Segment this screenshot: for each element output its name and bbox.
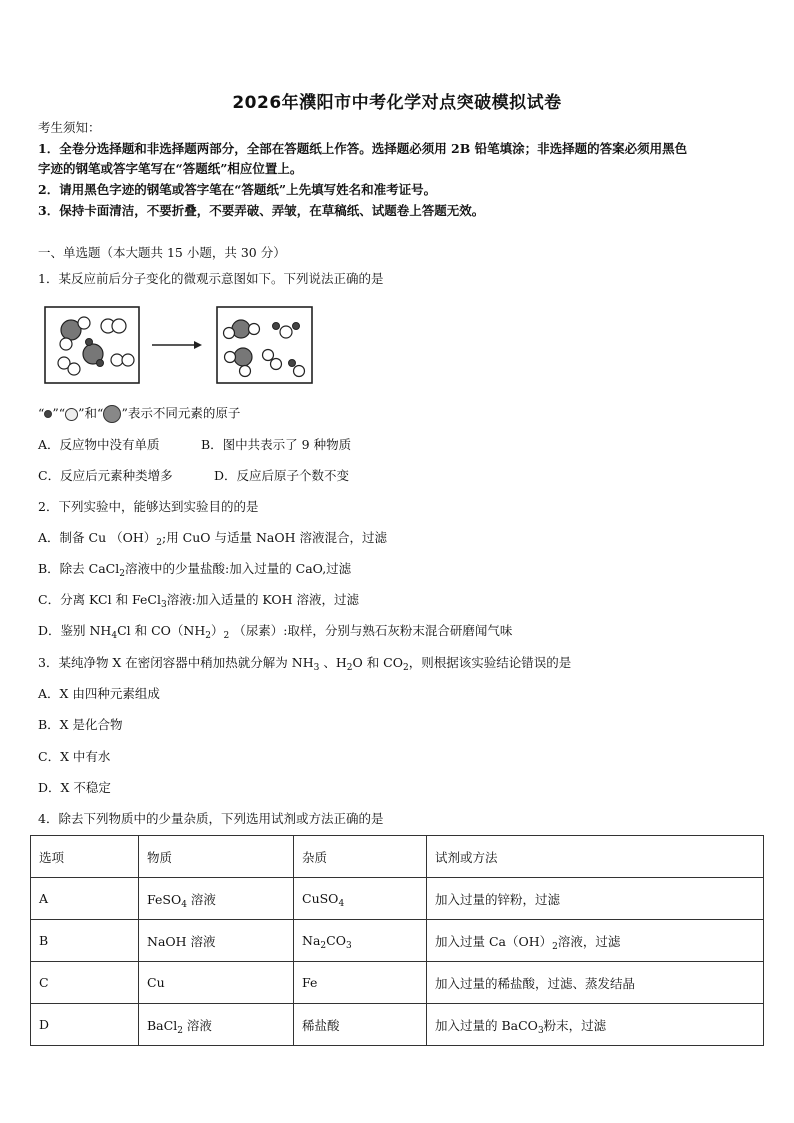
q2-stem: 2．下列实验中，能够达到实验目的的是 (38, 499, 259, 514)
cell-text: 溶液 (186, 891, 216, 907)
table-header-cell: 试剂或方法 (427, 836, 764, 878)
subscript: 2 (156, 538, 162, 548)
subscript: 4 (181, 899, 187, 910)
table-cell-option: C (31, 962, 139, 1004)
q3-option-b: B．X 是化合物 (38, 717, 123, 732)
legend-quote: ”和“ (78, 405, 104, 421)
table-row (31, 962, 764, 1004)
small-atom-icon (65, 408, 78, 421)
tiny-atom (97, 360, 104, 367)
q2-c-text: 溶液:加入适量的 KOH 溶液，过滤 (166, 592, 360, 607)
table-cell-option: B (31, 920, 139, 962)
tiny-atom (289, 360, 296, 367)
q1-stem: 1．某反应前后分子变化的微观示意图如下。下列说法正确的是 (38, 271, 384, 286)
q3-stem (38, 655, 571, 671)
q2-d-text: ） (210, 623, 224, 638)
legend-quote: ”“ (52, 405, 66, 421)
subscript: 2 (223, 631, 230, 641)
q3-option-d: D．X 不稳定 (38, 780, 111, 795)
legend-quote: “ (38, 405, 45, 421)
table-header-cell: 物质 (139, 836, 294, 878)
cell-text: 加入过量 Ca（OH） (435, 933, 553, 949)
table-cell-impurity (294, 878, 427, 920)
table-cell-method (427, 920, 764, 962)
small-atom (280, 326, 292, 338)
notice-item-1-cont: 字迹的钢笔或答字笔写在“答题纸”相应位置上。 (38, 161, 303, 176)
q2-option-d (38, 623, 512, 639)
cell-text: Na (302, 933, 321, 948)
q2-d-text: （尿素）:取样，分别与熟石灰粉末混合研磨闻气味 (229, 623, 513, 638)
subscript: 4 (111, 631, 118, 641)
q1-option-b: B．图中共表示了 9 种物质 (201, 437, 352, 452)
table-header-row (31, 836, 764, 878)
q1-option-c: C．反应后元素种类增多 (38, 468, 173, 483)
subscript: 3 (537, 1025, 544, 1036)
q2-option-a (38, 530, 387, 546)
q3-option-a: A．X 由四种元素组成 (38, 686, 160, 701)
small-atom (294, 366, 305, 377)
cell-text: BaCl (147, 1017, 178, 1033)
q3-text: O 和 CO (352, 655, 403, 670)
cell-text: 溶液 (182, 1017, 212, 1033)
table-cell-impurity: 稀盐酸 (294, 1004, 427, 1046)
table-cell-method: 加入过量的稀盐酸，过滤、蒸发结晶 (427, 962, 764, 1004)
table-header-cell: 选项 (31, 836, 139, 878)
cell-text: CO (326, 933, 346, 948)
q2-b-text: B．除去 CaCl (38, 561, 120, 576)
small-atom (240, 366, 251, 377)
small-atom (271, 359, 282, 370)
q3-text: 、H (319, 655, 347, 670)
cell-text: 溶液，过滤 (557, 933, 621, 949)
table-row (31, 1004, 764, 1046)
section-heading: 一、单选题（本大题共 15 小题，共 30 分） (38, 245, 286, 260)
cell-text: 加入过量的 BaCO (435, 1017, 538, 1033)
q3-option-c: C．X 中有水 (38, 749, 111, 764)
small-atom (68, 363, 80, 375)
small-atom (78, 317, 90, 329)
subscript: 3 (161, 600, 167, 610)
table-header-cell: 杂质 (294, 836, 427, 878)
q1-option-a: A．反应物中没有单质 (38, 437, 160, 452)
subscript: 2 (177, 1025, 183, 1036)
q2-a-text: A．制备 Cu （OH） (38, 530, 157, 545)
table-cell-substance (139, 878, 294, 920)
table-row (31, 878, 764, 920)
q3-text: ，则根据该实验结论错误的是 (408, 655, 572, 670)
tiny-atom (273, 323, 280, 330)
table-cell-impurity (294, 920, 427, 962)
table-row (31, 920, 764, 962)
subscript: 2 (552, 941, 558, 952)
large-atom (232, 320, 250, 338)
notice-header: 考生须知： (38, 120, 101, 135)
table-cell-substance: Cu (139, 962, 294, 1004)
subscript: 3 (313, 663, 320, 673)
reaction-diagram (44, 305, 314, 387)
page-title: 2026年濮阳市中考化学对点突破模拟试卷 (232, 93, 562, 113)
small-atom (263, 350, 274, 361)
table-cell-impurity: Fe (294, 962, 427, 1004)
subscript: 2 (205, 631, 211, 641)
q1-option-d: D．反应后原子个数不变 (214, 468, 350, 483)
q2-b-text: 溶液中的少量盐酸:加入过量的 CaO,过滤 (124, 561, 352, 576)
q2-option-c (38, 592, 359, 608)
small-atom (224, 328, 235, 339)
small-atom (249, 324, 260, 335)
tiny-atom (86, 339, 93, 346)
notice-item-3: 3．保持卡面清洁，不要折叠，不要弄破、弄皱，在草稿纸、试题卷上答题无效。 (38, 203, 485, 218)
table-cell-substance: NaOH 溶液 (139, 920, 294, 962)
notice-item-2: 2．请用黑色字迹的钢笔或答字笔在“答题纸”上先填写姓名和准考证号。 (38, 182, 437, 197)
cell-text: 粉末，过滤 (543, 1017, 607, 1033)
arrow-head (194, 341, 202, 349)
q4-table (30, 835, 764, 1046)
subscript: 2 (346, 663, 353, 673)
q2-a-text: ;用 CuO 与适量 NaOH 溶液混合，过滤 (161, 530, 387, 545)
cell-text: FeSO (147, 891, 182, 907)
q2-c-text: C．分离 KCl 和 FeCl (38, 592, 161, 607)
large-atom (234, 348, 252, 366)
table-cell-substance (139, 1004, 294, 1046)
small-atom (111, 354, 123, 366)
subscript: 3 (345, 941, 352, 951)
q4-stem: 4．除去下列物质中的少量杂质，下列选用试剂或方法正确的是 (38, 811, 384, 826)
cell-text: CuSO (302, 891, 339, 906)
notice-item-1: 1．全卷分选择题和非选择题两部分，全部在答题纸上作答。选择题必须用 2B 铅笔填涂；非选择题的答案必须用黑色 (38, 141, 688, 156)
legend-text: ”表示不同元素的原子 (121, 405, 241, 421)
subscript: 4 (338, 899, 345, 909)
small-atom (112, 319, 126, 333)
subscript: 2 (402, 663, 409, 673)
q2-option-b (38, 561, 351, 577)
table-cell-method: 加入过量的锌粉，过滤 (427, 878, 764, 920)
table-cell-option: D (31, 1004, 139, 1046)
q2-d-text: D．鉴别 NH (38, 623, 112, 638)
q2-d-text: Cl 和 CO（NH (117, 623, 206, 638)
q3-text: 3．某纯净物 X 在密闭容器中稍加热就分解为 NH (38, 655, 314, 670)
large-atom-icon (103, 405, 121, 423)
small-atom (60, 338, 72, 350)
small-atom (122, 354, 134, 366)
tiny-atom (293, 323, 300, 330)
subscript: 2 (320, 941, 327, 951)
q1-legend (38, 405, 240, 423)
subscript: 2 (119, 569, 125, 579)
table-cell-option: A (31, 878, 139, 920)
table-cell-method (427, 1004, 764, 1046)
small-atom (225, 352, 236, 363)
